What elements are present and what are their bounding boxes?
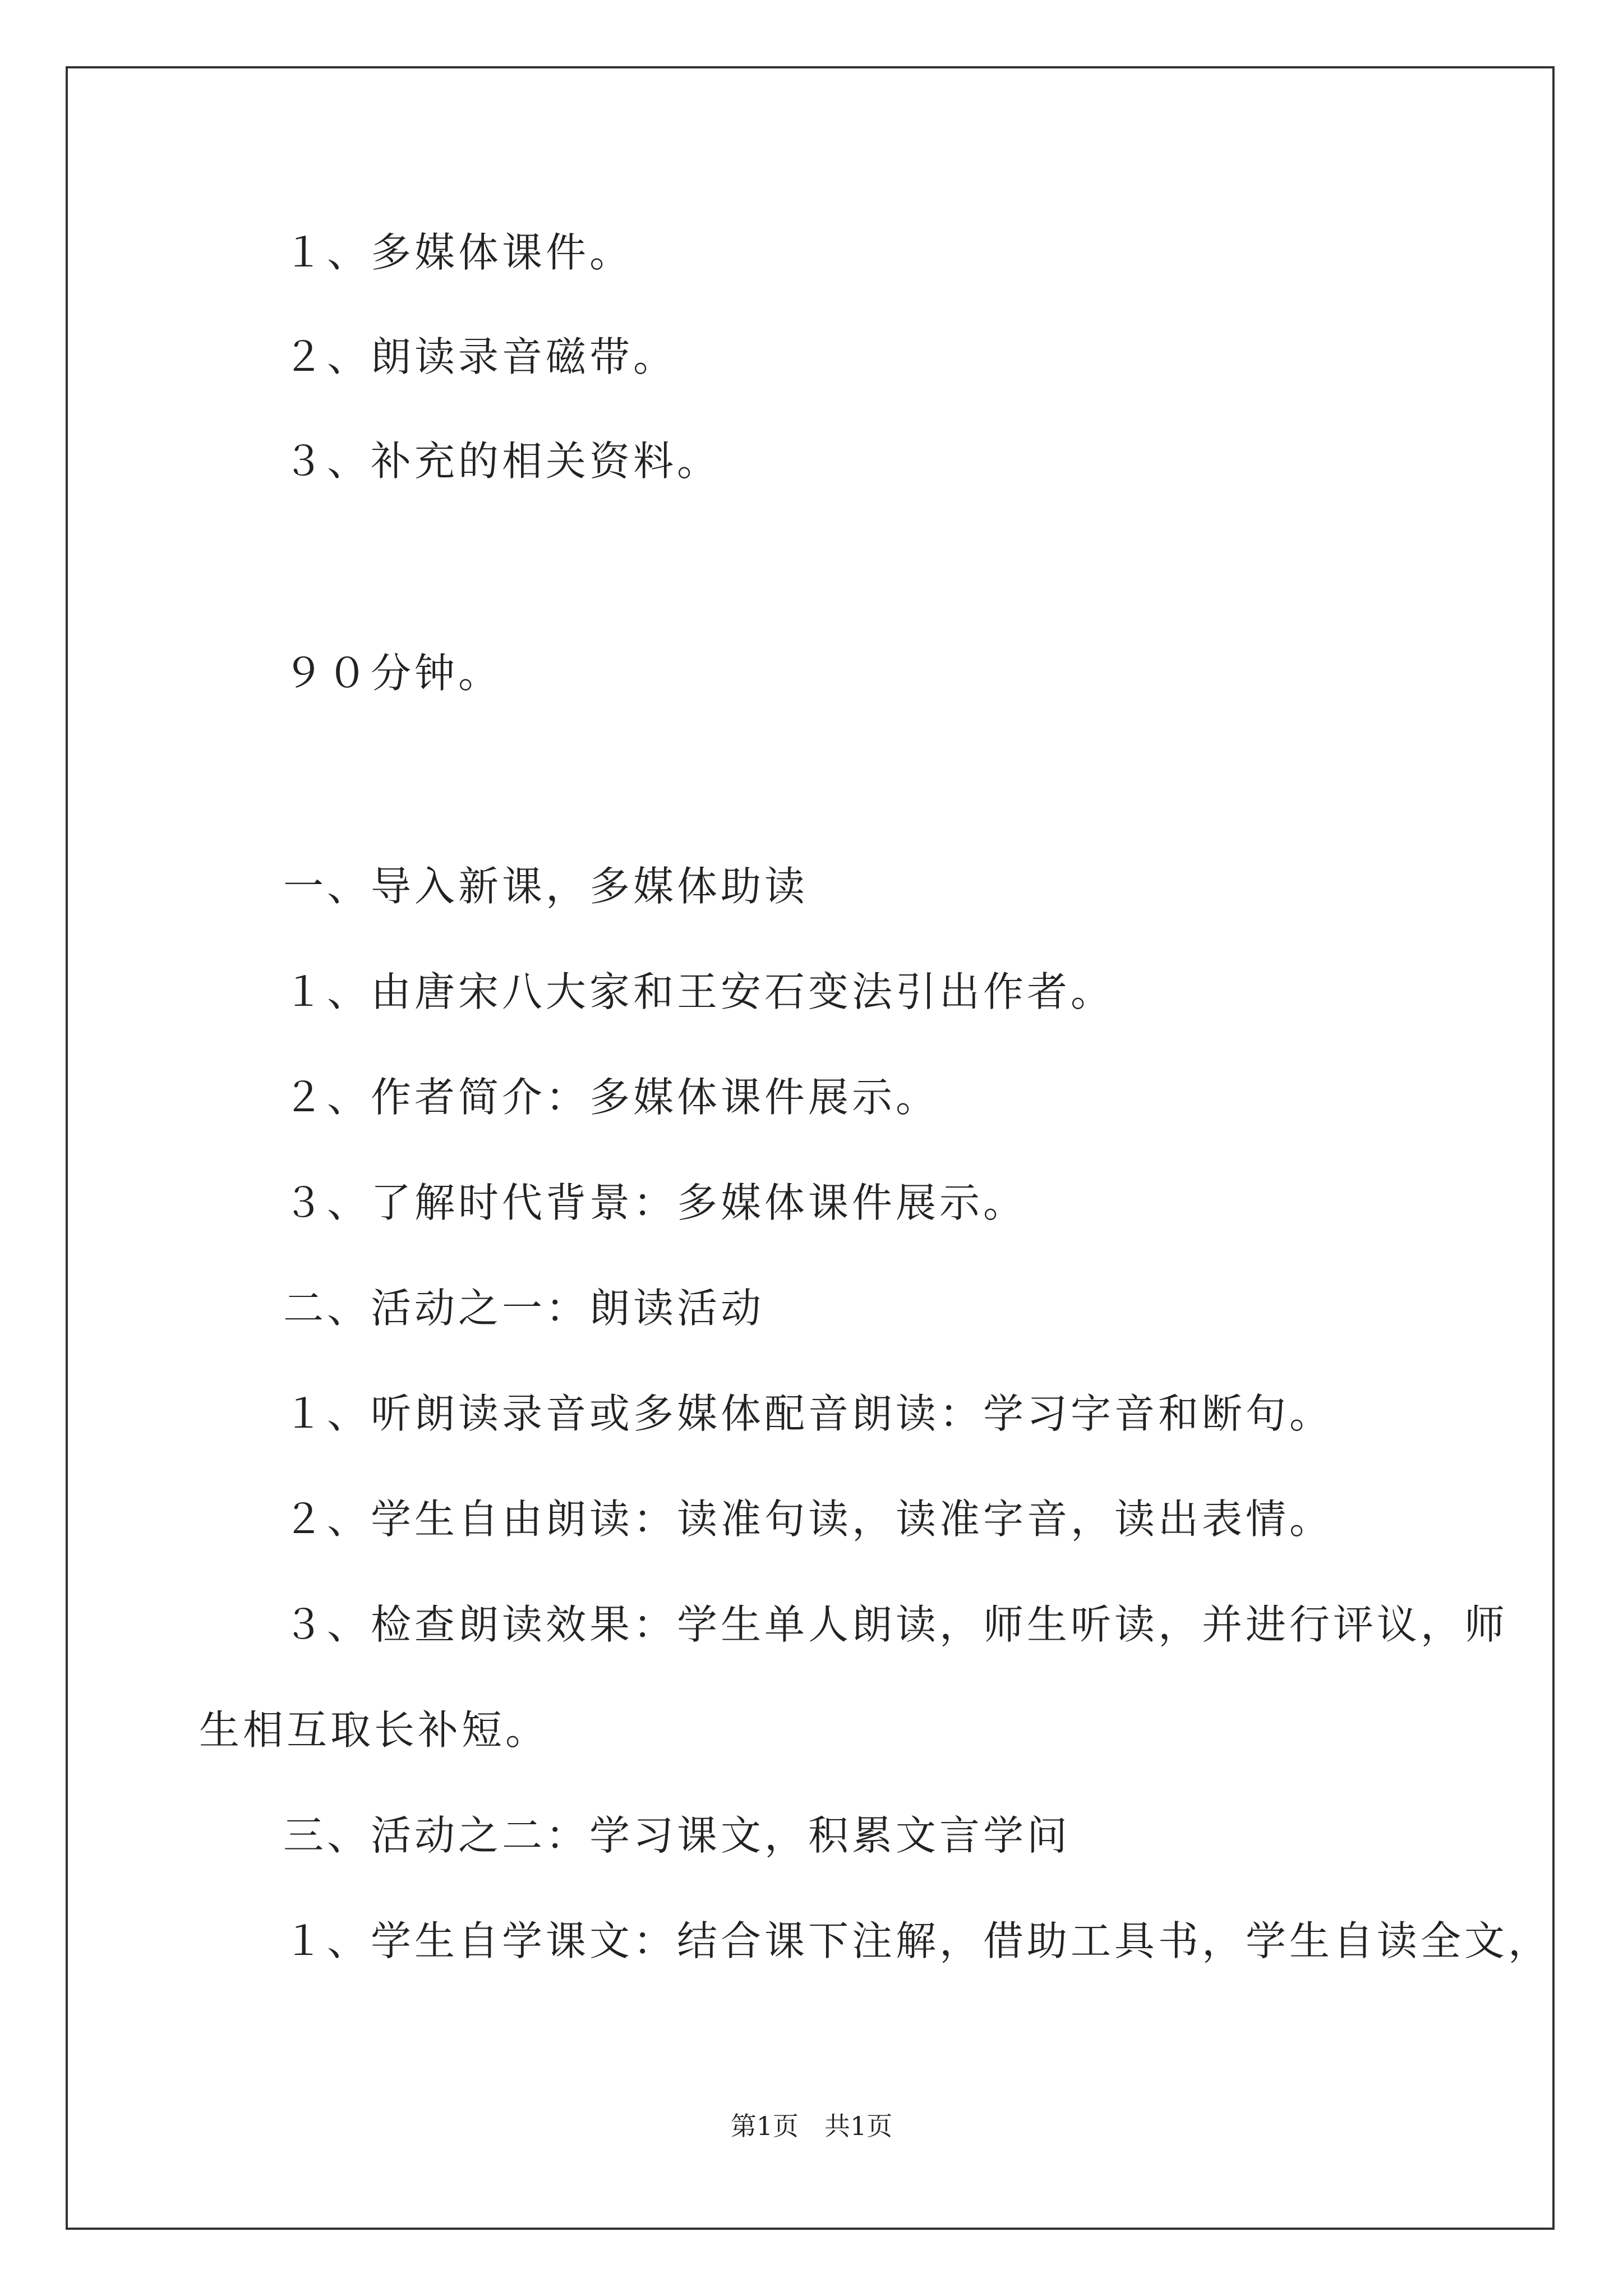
page-border [66, 66, 1555, 2230]
line-section1-3: ３、了解时代背景：多媒体课件展示。 [283, 1179, 1027, 1226]
line-materials-3: ３、补充的相关资料。 [283, 438, 721, 485]
section-heading-1: 一、导入新课，多媒体助读 [283, 863, 809, 910]
line-section1-1: １、由唐宋八大家和王安石变法引出作者。 [283, 968, 1115, 1015]
line-materials-2: ２、朗读录音磁带。 [283, 333, 677, 380]
line-section1-2: ２、作者简介：多媒体课件展示。 [283, 1074, 940, 1121]
page-footer: 第1页 共1页 [730, 2111, 893, 2141]
line-duration: ９０分钟。 [283, 650, 502, 697]
section-heading-3: 三、活动之二：学习课文，积累文言学问 [283, 1812, 1071, 1859]
line-section3-1: １、学生自学课文：结合课下注解，借助工具书，学生自读全文， [283, 1917, 1552, 1964]
line-section2-2: ２、学生自由朗读：读准句读，读准字音，读出表情。 [283, 1496, 1334, 1543]
section-heading-2: 二、活动之一：朗读活动 [283, 1285, 765, 1332]
line-section2-3: ３、检查朗读效果：学生单人朗读，师生听读，并进行评议，师 [283, 1601, 1509, 1648]
line-materials-1: １、多媒体课件。 [283, 229, 634, 276]
line-section2-3-cont: 生相互取长补短。 [199, 1706, 550, 1754]
line-section2-1: １、听朗读录音或多媒体配音朗读：学习字音和断句。 [283, 1390, 1334, 1437]
